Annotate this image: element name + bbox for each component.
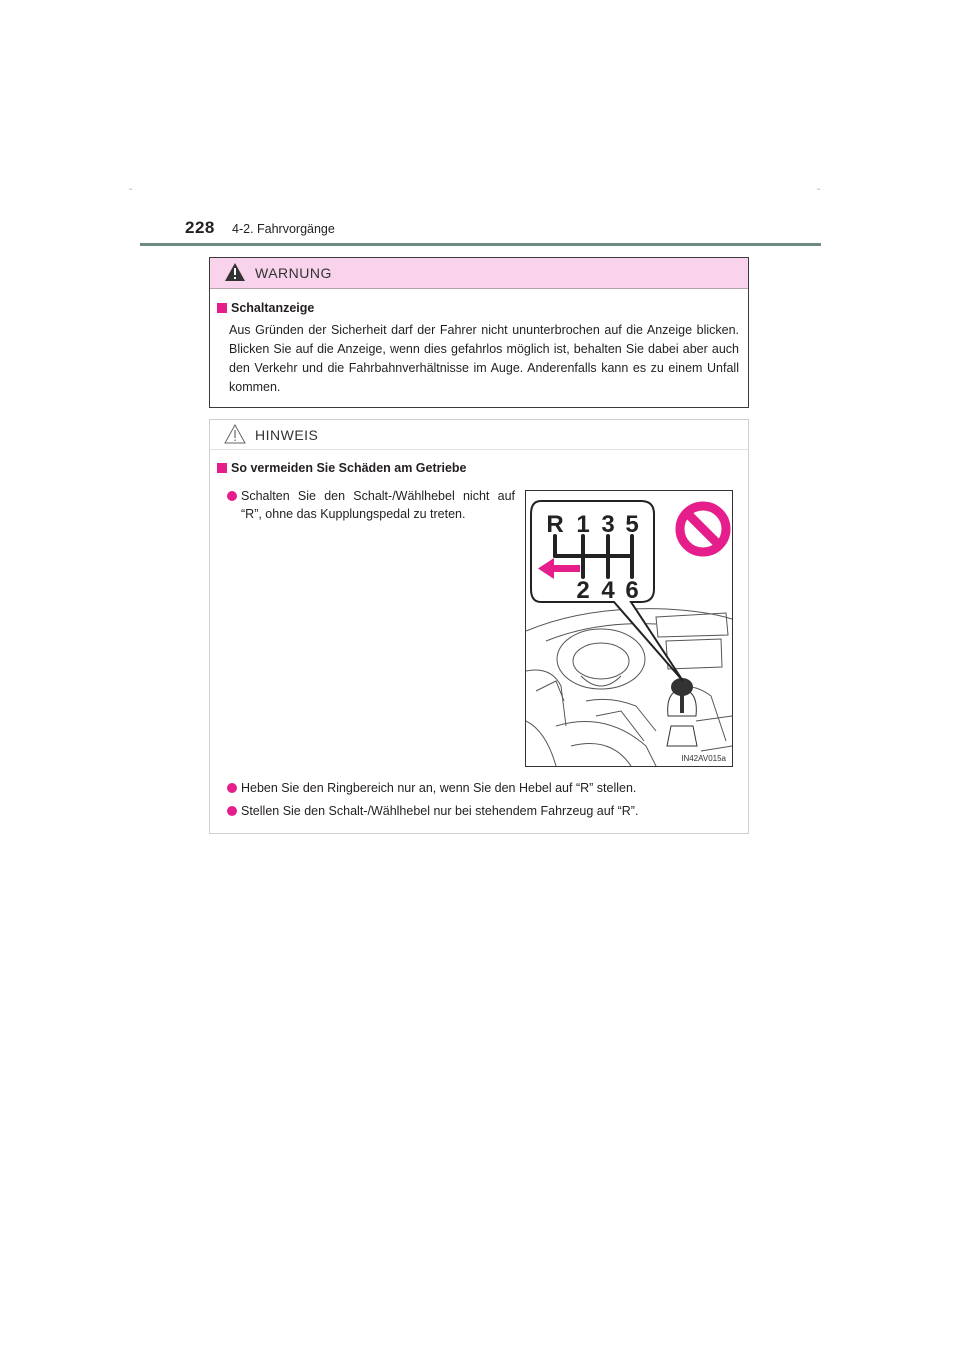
gear-label: 5 (625, 511, 639, 538)
warning-topic-text: Schaltanzeige (231, 301, 315, 315)
gear-label: 4 (601, 577, 615, 604)
gear-shift-figure (525, 490, 733, 767)
notice-bullet (227, 779, 737, 799)
square-bullet-icon (217, 463, 227, 473)
warning-box (209, 257, 749, 408)
notice-topic-text: So vermeiden Sie Schäden am Getriebe (231, 461, 467, 475)
warning-header (210, 258, 748, 289)
gear-label: R (546, 511, 564, 538)
header-rule (140, 243, 821, 246)
warning-triangle-icon (224, 262, 246, 282)
warning-text: Aus Gründen der Sicherheit darf der Fahrer nicht ununterbrochen auf die Anzeige blicken. Blicken Sie auf die Anzeige, wenn dies gefahrlos möglich ist, behalten Sie dabei aber auch den Verkehr und die Fahrbahnverhältnisse im Auge. Anderenfalls kann es zu einem Unfall kommen. (229, 323, 739, 394)
round-bullet-icon (227, 783, 237, 793)
notice-bullet-text: Heben Sie den Ringbereich nur an, wenn Sie den Hebel auf “R” stellen. (241, 781, 637, 795)
caution-triangle-icon (224, 424, 246, 444)
notice-bullet-text: Stellen Sie den Schalt-/Wählhebel nur bei stehendem Fahrzeug auf “R”. (241, 804, 639, 818)
crop-mark: - (129, 184, 133, 195)
notice-box (209, 419, 749, 834)
prohibition-icon (680, 506, 726, 552)
gear-label: 1 (576, 511, 590, 538)
notice-header (210, 420, 748, 450)
notice-bullet (227, 487, 515, 527)
notice-topic (217, 461, 467, 475)
warning-title: WARNUNG (255, 265, 332, 281)
gear-label: 3 (601, 511, 615, 538)
section-title: 4-2. Fahrvorgänge (232, 222, 335, 236)
gear-label: 6 (625, 577, 639, 604)
notice-bullet (227, 802, 737, 822)
notice-title: HINWEIS (255, 427, 319, 443)
crop-mark: - (817, 184, 821, 195)
page-header (185, 214, 821, 246)
gear-label: 2 (576, 577, 590, 604)
figure-code: IN42AV015a (681, 754, 726, 763)
square-bullet-icon (217, 303, 227, 313)
round-bullet-icon (227, 491, 237, 501)
warning-topic (217, 301, 314, 315)
gear-shift-illustration (526, 491, 732, 766)
page-number: 228 (185, 218, 215, 237)
notice-bullet-text: Schalten Sie den Schalt-/Wählhebel nicht auf “R”, ohne das Kupplungspedal zu treten. (241, 489, 515, 521)
round-bullet-icon (227, 806, 237, 816)
